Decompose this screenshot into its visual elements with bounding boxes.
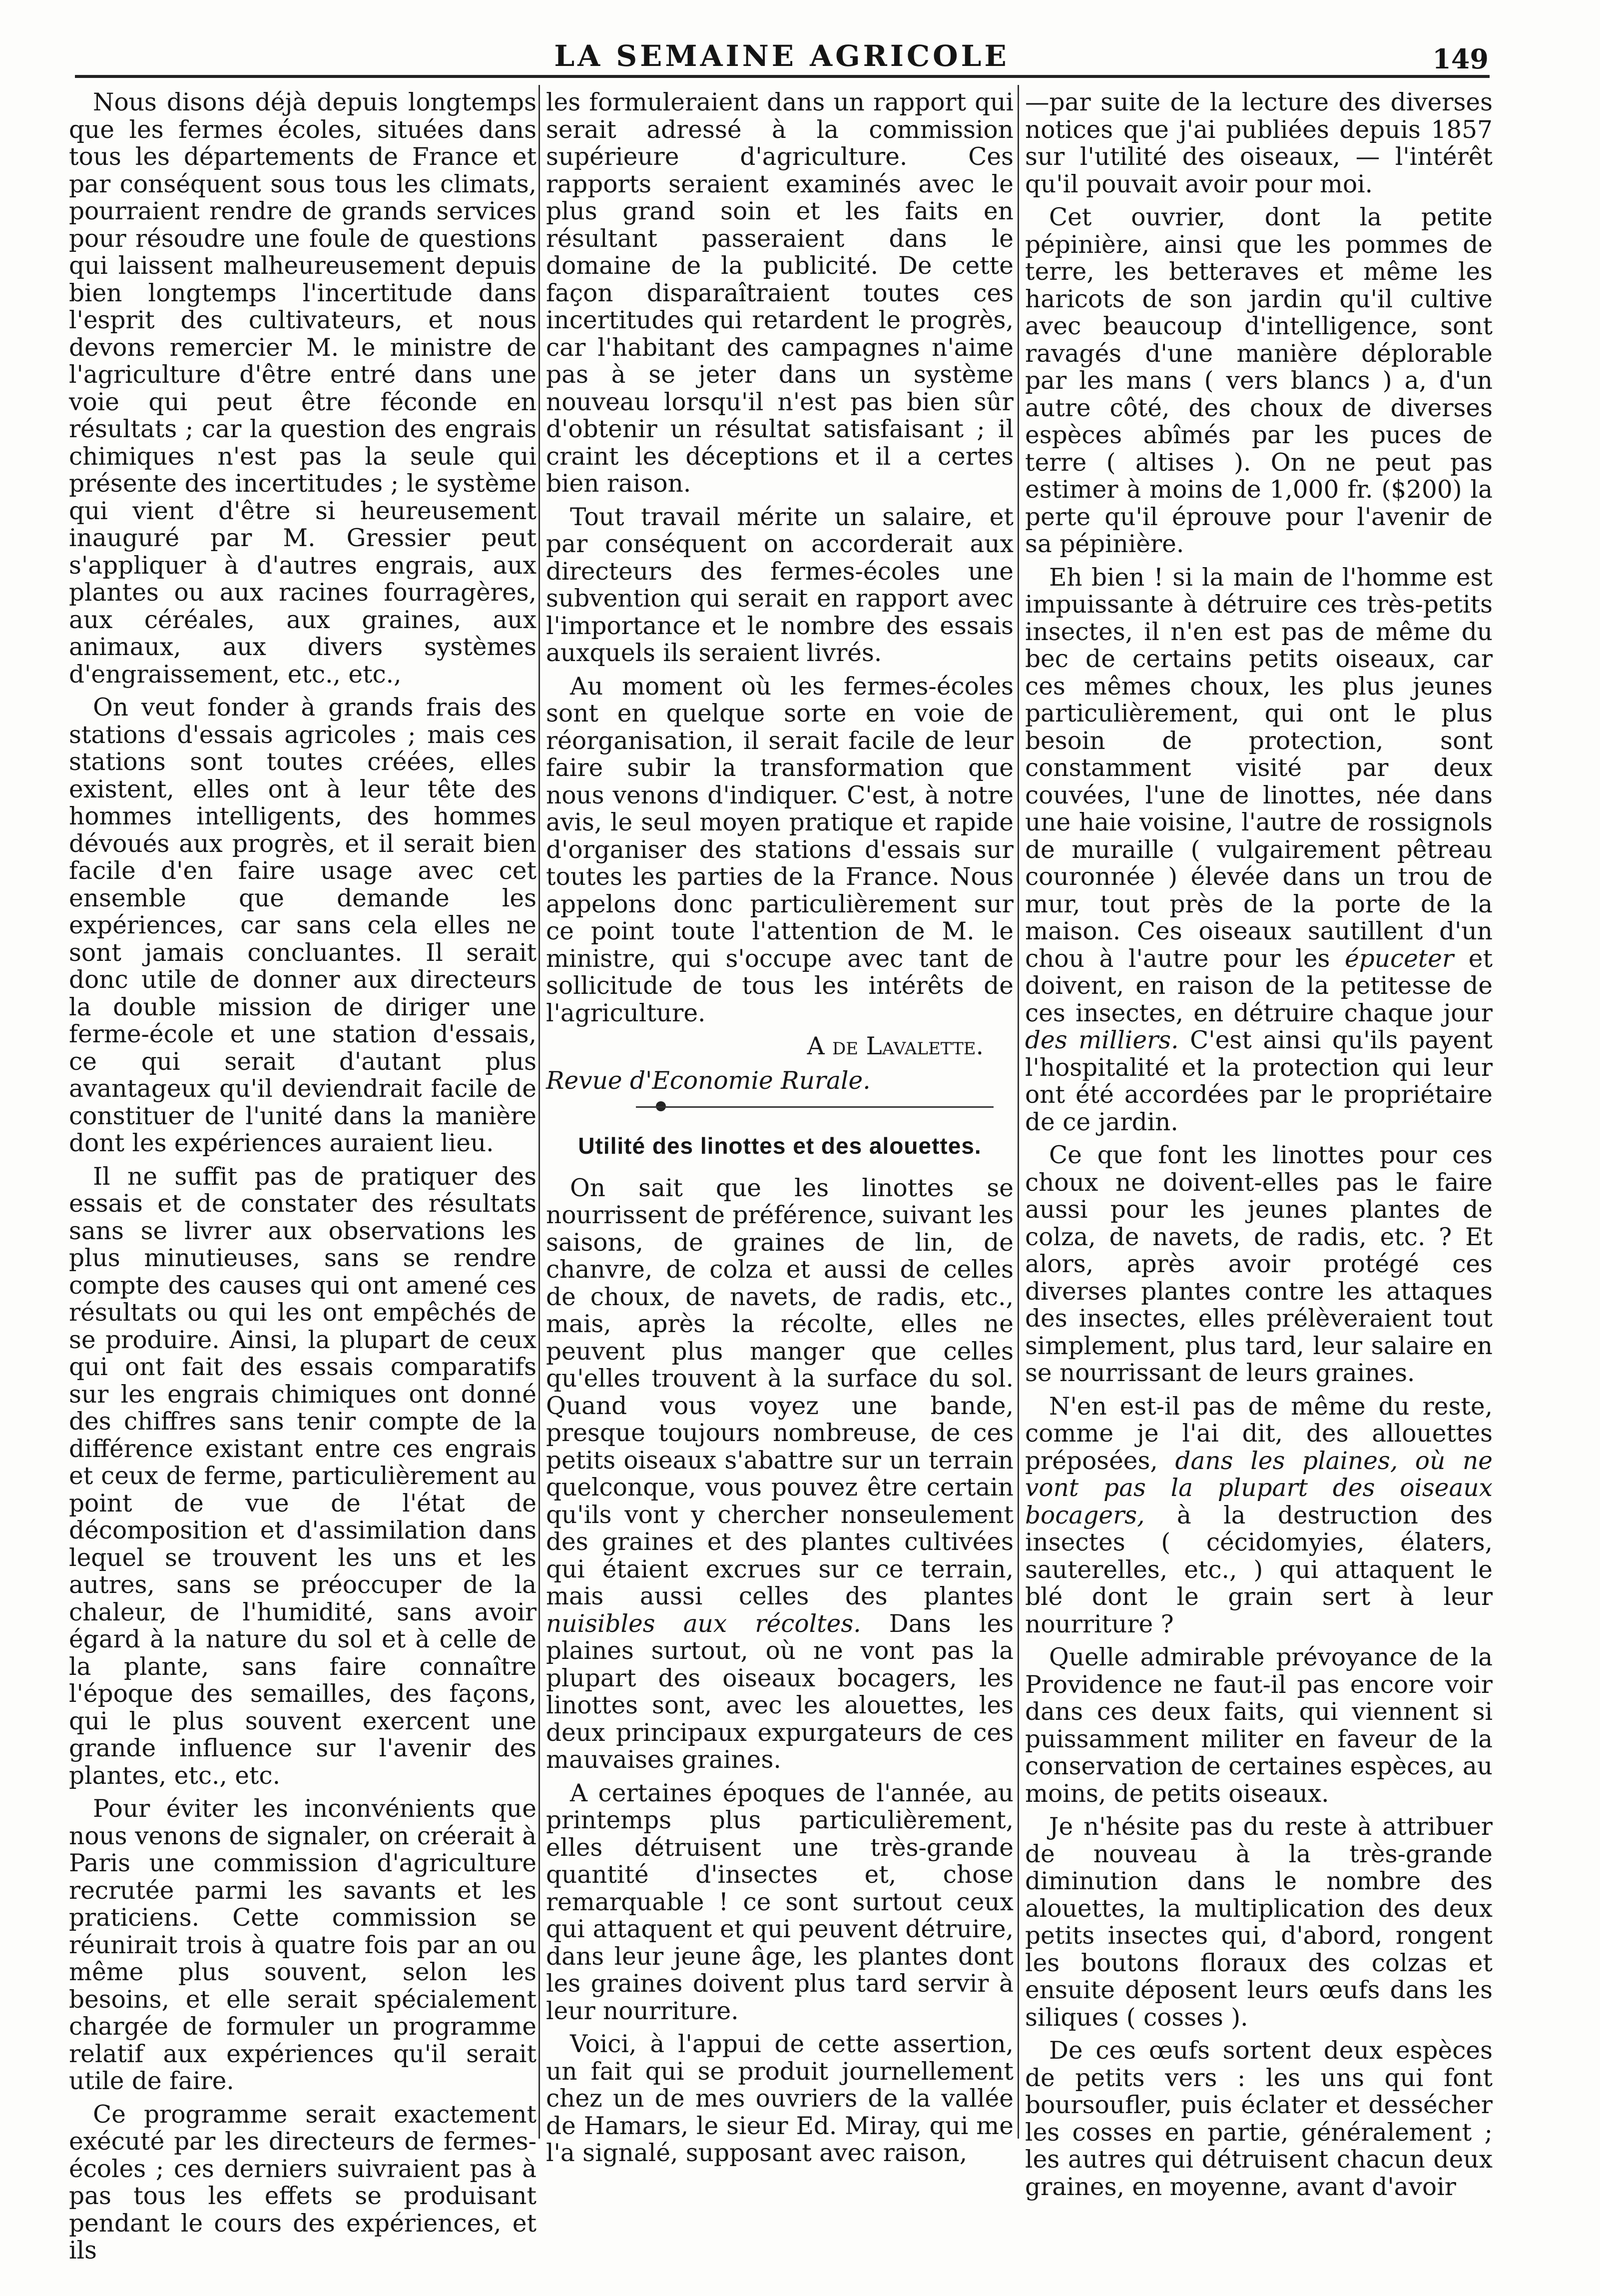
paragraph — [1025, 564, 1493, 1136]
text: Eh bien ! si la main de l'homme est impuissante à détruire ces très-petits insectes, il n'en est pas de même du bec de certains petits oiseaux, car ces mêmes choux, les plus jeunes particulièrement, qui ont le plus besoin de protection, sont constamment visité par deux couvées, l'une de linottes, née dans une haie voisine, l'autre de rossignols de muraille ( vulgairement pêtreau couronnée ) élevée dans un trou de mur, tout près de la porte de la maison. Ces oiseaux sautillent d'un chou à l'autre pour les — [1025, 563, 1493, 973]
paragraph: Nous disons déjà depuis longtemps que les fermes écoles, situées dans tous les départements de France et par conséquent sous tous les climats, pourraient rendre de grands services pour résoudre une foule de questions qui laissent malheureusement depuis bien longtemps l'incertitude dans l'esprit des cultivateurs, et nous devons remercier M. le ministre de l'agriculture d'être entré dans une voie qui peut être féconde en résultats ; car la question des engrais chimiques n'est pas la seule qui présente des incertitudes ; le système qui vient d'être si heureusement inauguré par M. Gressier peut s'appliquer à d'autres engrais, aux plantes ou aux racines fourragères, aux céréales, aux graines, aux animaux, aux divers systèmes d'engraissement, etc., etc., — [69, 88, 536, 689]
paragraph: —par suite de la lecture des diverses notices que j'ai publiées depuis 1857 sur l'utilité des oiseaux, — l'intérêt qu'il pouvait avoir pour moi. — [1025, 88, 1493, 198]
paragraph: Il ne suffit pas de pratiquer des essais et de constater des résultats sans se livrer aux observations les plus minutieuses, sans se rendre compte des causes qui ont amené ces résultats ou qui les ont empêchés de se produire. Ainsi, la plupart de ceux qui ont fait des essais comparatifs sur les engrais chimiques ont donné des chiffres sans tenir compte de la différence existant entre ces engrais et ceux de ferme, particulièrement au point de vue de l'état de décomposition et d'assimilation dans lequel se trouvent les uns et les autres, sans se préoccuper de la chaleur, de l'humidité, sans avoir égard à la nature du sol et à celle de la plante, sans faire connaître l'époque des semailles, des façons, qui le plus souvent exercent une grande influence sur l'avenir des plantes, etc., etc. — [69, 1162, 536, 1790]
page-header — [75, 39, 1489, 79]
paragraph: Voici, à l'appui de cette assertion, un fait qui se produit journellement chez un de mes ouvriers de la vallée de Hamars, le sieur Ed. Miray, qui me l'a signalé, supposant avec raison, — [546, 2030, 1014, 2167]
text: C'est ainsi qu'ils payent l'hospitalité et la protection qui leur ont été accordées par le propriétaire de ce jardin. — [1025, 1026, 1493, 1136]
paragraph: Au moment où les fermes-écoles sont en quelque sorte en voie de réorganisation, il serait facile de leur faire subir la transformation que nous venons d'indiquer. C'est, à notre avis, le seul moyen pratique et rapide d'organiser des stations d'essais sur toutes les parties de la France. Nous appelons donc particulièrement sur ce point toute l'attention de M. le ministre, qui s'occupe avec tant de sollicitude de tous les intérêts de l'agriculture. — [546, 672, 1014, 1027]
column-1 — [69, 89, 536, 2271]
paragraph: On veut fonder à grands frais des stations d'essais agricoles ; mais ces stations sont toutes créées, elles existent, elles ont à leur tête des hommes intelligents, des hommes dévoués aux progrès, et il serait bien facile d'en faire usage avec cet ensemble que demande les expériences, car sans cela elles ne sont jamais concluantes. Il serait donc utile de donner aux directeurs la double mission de diriger une ferme-école et une station d'essais, ce qui serait d'autant plus avantageux qu'il deviendrait facile de constituer de l'unité dans la manière dont les expériences auraient lieu. — [69, 694, 536, 1157]
column-divider — [538, 85, 540, 2139]
page-number: 149 — [1432, 43, 1489, 75]
italic-text: nuisibles aux récoltes. — [546, 1609, 861, 1638]
text: à la destruction des insectes ( cécidomyies, élaters, sauterelles, etc., ) qui attaquent le blé dont le grain sert à leur nourriture ? — [1025, 1501, 1493, 1638]
column-divider — [1018, 85, 1019, 2139]
text: et doivent, en raison de la petitesse de ces insectes, en détruire chaque jour — [1025, 944, 1493, 1027]
paragraph: Ce que font les linottes pour ces choux ne doivent-elles pas le faire aussi pour les jeunes plantes de colza, de navets, de radis, etc. ? Et alors, après avoir protégé ces diverses plantes contre les attaques des insectes, elles prélèveraient tout simplement, plus tard, leur salaire en se nourrissant de leurs graines. — [1025, 1141, 1493, 1387]
author-signature: A de Lavalette. — [807, 1032, 984, 1060]
paragraph: Ce programme serait exactement exécuté par les directeurs de fermes-écoles ; ces derniers suivraient pas à pas tous les effets se produisant pendant le cours des expériences, et ils — [69, 2100, 536, 2265]
paragraph: Quelle admirable prévoyance de la Providence ne faut-il pas encore voir dans ces deux faits, qui viennent si puissamment militer en faveur de la conservation de certaines espèces, au moins, de petits oiseaux. — [1025, 1643, 1493, 1808]
paragraph: les formuleraient dans un rapport qui serait adressé à la commission supérieure d'agriculture. Ces rapports seraient examinés avec le plus grand soin et les faits en résultant passeraient dans le domaine de la publicité. De cette façon disparaîtraient toutes ces incertitudes qui retardent le progrès, car l'habitant des campagnes n'aime pas à se jeter dans un système nouveau lorsqu'il n'est pas bien sûr d'obtenir un résultat satisfaisant ; il craint les déceptions et il a certes bien raison. — [546, 88, 1014, 498]
paragraph: De ces œufs sortent deux espèces de petits vers : les uns qui font boursoufler, puis éclater et dessécher les cosses en partie, généralement ; les autres qui détruisent chacun deux graines, en moyenne, avant d'avoir — [1025, 2037, 1493, 2201]
column-2 — [546, 89, 1014, 2173]
paragraph: Tout travail mérite un salaire, et par conséquent on accorderait aux directeurs des fermes-écoles une subvention qui serait en rapport avec l'importance et le nombre des essais auxquels ils seraient livrés. — [546, 503, 1014, 667]
paragraph — [546, 1175, 1014, 1774]
source-citation: Revue d'Economie Rurale. — [546, 1066, 871, 1095]
text: On sait que les linottes se nourrissent de préférence, suivant les saisons, de graines de lin, de chanvre, de colza et aussi de celles de choux, de navets, de radis, etc., mais, après la récolte, elles ne peuvent plus manger que celles qu'elles trouvent à la surface du sol. Quand vous voyez une bande, presque toujours nombreuse, de ces petits oiseaux s'abattre sur un terrain quelconque, vous pouvez être certain qu'ils vont y chercher nonseulement des graines et des plantes cultivées qui étaient excrues sur ce terrain, mais aussi celles des plantes — [546, 1174, 1014, 1610]
text: N'en est-il pas de même du reste, comme je l'ai dit, des allouettes préposées, — [1025, 1392, 1493, 1475]
separator-line — [636, 1106, 994, 1108]
running-title: LA SEMAINE AGRICOLE — [554, 39, 1010, 73]
column-3 — [1025, 89, 1493, 2207]
paragraph: Cet ouvrier, dont la petite pépinière, ainsi que les pommes de terre, les betteraves et même les haricots de son jardin qu'il cultive avec beaucoup d'intelligence, sont ravagés d'une manière déplorable par les mans ( vers blancs ) a, d'un autre côté, des choux de diverses espèces abîmés par les puces de terre ( altises ). On ne peut pas estimer à moins de 1,000 fr. ($200) la perte qu'il éprouve pour l'avenir de sa pépinière. — [1025, 203, 1493, 558]
text: Dans les plaines surtout, où ne vont pas la plupart des oiseaux bocagers, les linottes sont, avec les alouettes, les deux principaux expurgateurs de ces mauvaises graines. — [546, 1609, 1014, 1774]
paragraph: Je n'hésite pas du reste à attribuer de nouveau à la très-grande diminution dans le nombre des alouettes, la multiplication des deux petits insectes qui, d'abord, rongent les boutons floraux des colzas et ensuite déposent leurs œufs dans les siliques ( cosses ). — [1025, 1813, 1493, 2032]
paragraph: A certaines époques de l'année, au printemps plus particulièrement, elles détruisent une très-grande quantité d'insectes et, chose remarquable ! ce sont surtout ceux qui attaquent et qui peuvent détruire, dans leur jeune âge, les plantes dont les graines doivent plus tard servir à leur nourriture. — [546, 1779, 1014, 2025]
paragraph — [1025, 1393, 1493, 1638]
italic-text: dans les plaines, où ne vont pas la plupart des oiseaux bocagers, — [1025, 1447, 1493, 1530]
italic-text: épuceter — [1344, 944, 1454, 973]
paragraph: Pour éviter les inconvénients que nous venons de signaler, on créerait à Paris une commission d'agriculture recrutée parmi les savants et les praticiens. Cette commission se réunirait trois à quatre fois par an ou même plus souvent, selon les besoins, et elle serait spécialement chargée de formuler un programme relatif aux expériences qu'il serait utile de faire. — [69, 1795, 536, 2095]
section-separator — [546, 1097, 1014, 1119]
header-rule — [75, 75, 1490, 78]
italic-text: des milliers. — [1025, 1026, 1179, 1054]
article-title: Utilité des linottes et des alouettes. — [578, 1133, 982, 1159]
